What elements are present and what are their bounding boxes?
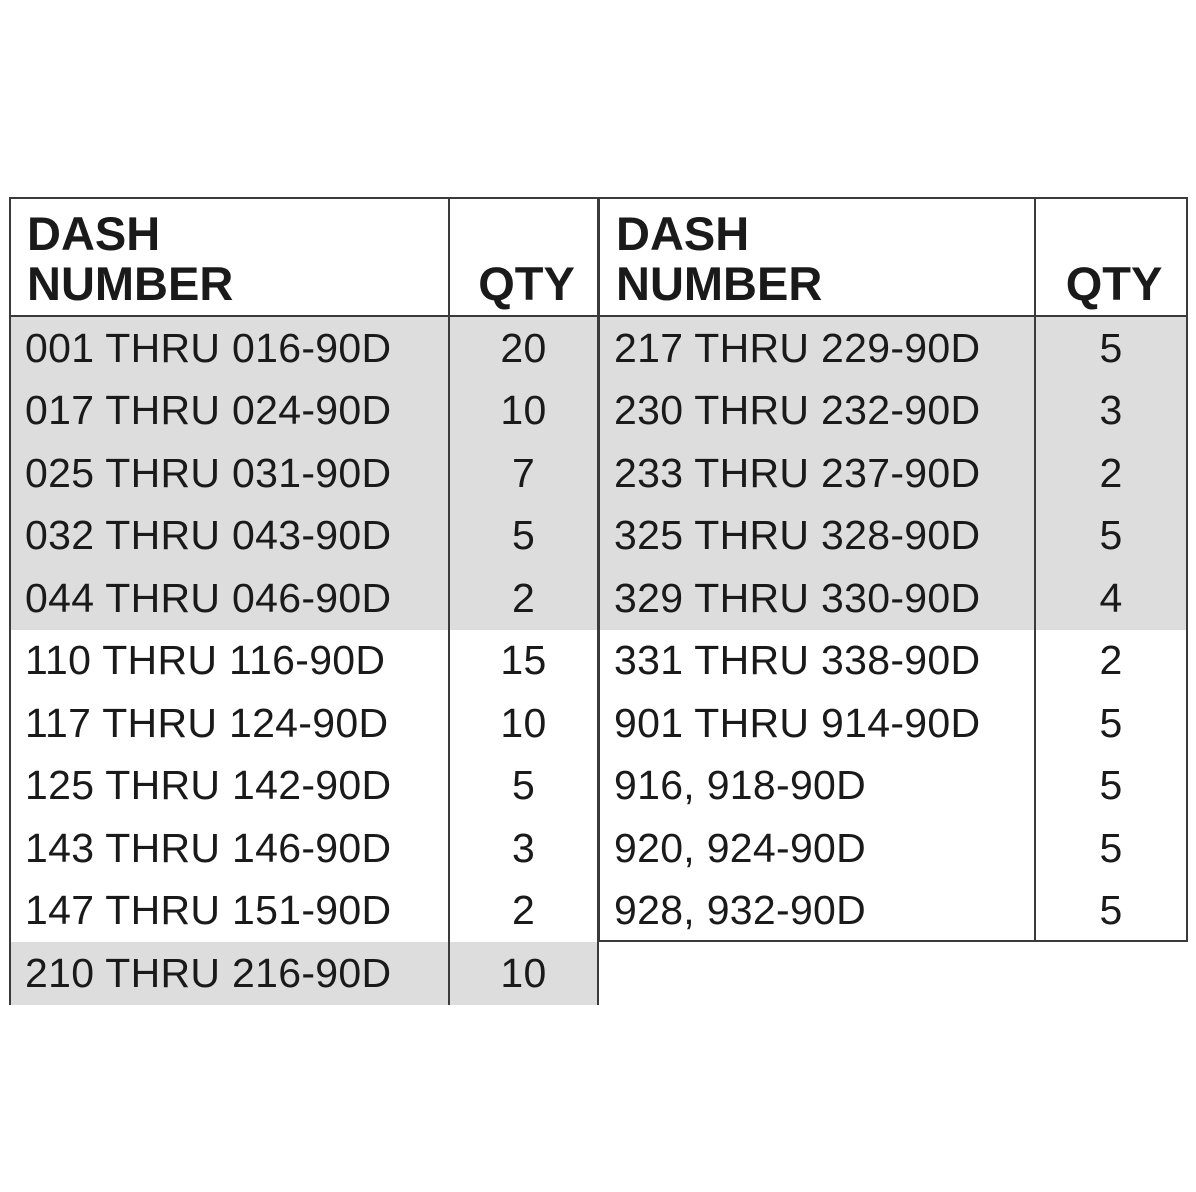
dash-number-cell: 110 THRU 116-90D [11, 630, 450, 693]
dash-number-cell: 217 THRU 229-90D [600, 317, 1036, 380]
qty-cell: 10 [500, 699, 547, 746]
qty-cell: 10 [450, 380, 597, 443]
header-dash-line2: NUMBER [616, 257, 823, 310]
qty-cell: 5 [1036, 317, 1186, 380]
qty-cell: 10 [450, 942, 597, 1005]
dash-number-cell: 117 THRU 124-90D [11, 692, 450, 755]
qty-cell: 15 [500, 637, 547, 684]
dash-number-cell: 230 THRU 232-90D [600, 380, 1036, 443]
dash-number-cell: 143 THRU 146-90D [11, 817, 450, 880]
qty-cell: 2 [450, 567, 597, 630]
header-dash-line2: NUMBER [27, 257, 234, 310]
qty-cell: 5 [1099, 762, 1123, 809]
dash-number-cell: 920, 924-90D [600, 817, 1036, 880]
header-qty: QTY [1036, 199, 1186, 317]
dash-number-cell: 325 THRU 328-90D [600, 505, 1036, 568]
dash-number-cell: 329 THRU 330-90D [600, 567, 1036, 630]
header-dash-line1: DASH [616, 207, 750, 260]
dash-number-cell: 233 THRU 237-90D [600, 442, 1036, 505]
dash-number-cell: 928, 932-90D [600, 880, 1036, 943]
dash-number-cell: 125 THRU 142-90D [11, 755, 450, 818]
header-dash-number [600, 199, 1036, 317]
header-dash-number [11, 199, 450, 317]
qty-cell: 5 [1036, 505, 1186, 568]
qty-cell: 2 [1099, 637, 1123, 684]
dash-number-cell: 044 THRU 046-90D [11, 567, 450, 630]
dash-number-cell: 210 THRU 216-90D [11, 942, 450, 1005]
header-qty: QTY [450, 199, 597, 317]
dash-number-cell: 916, 918-90D [600, 755, 1036, 818]
qty-cell: 2 [511, 887, 536, 934]
dash-number-cell: 331 THRU 338-90D [600, 630, 1036, 693]
qty-cell: 20 [450, 317, 597, 380]
dash-number-cell: 017 THRU 024-90D [11, 380, 450, 443]
dash-number-cell: 001 THRU 016-90D [11, 317, 450, 380]
qty-cell: 2 [1036, 442, 1186, 505]
qty-cell: 4 [1036, 567, 1186, 630]
dash-number-cell: 032 THRU 043-90D [11, 505, 450, 568]
dash-qty-table-left [9, 197, 599, 1005]
dash-number-cell: 901 THRU 914-90D [600, 692, 1036, 755]
qty-cell: 3 [1036, 380, 1186, 443]
qty-cell: 5 [1099, 824, 1123, 871]
qty-cell: 3 [511, 824, 536, 871]
qty-cell: 5 [1099, 699, 1123, 746]
qty-cell: 5 [511, 762, 536, 809]
dash-qty-table-right [598, 197, 1188, 942]
qty-cell: 5 [1099, 887, 1123, 934]
dash-number-cell: 025 THRU 031-90D [11, 442, 450, 505]
header-dash-line1: DASH [27, 207, 161, 260]
dash-number-cell: 147 THRU 151-90D [11, 880, 450, 943]
qty-cell: 5 [450, 505, 597, 568]
qty-cell: 7 [450, 442, 597, 505]
